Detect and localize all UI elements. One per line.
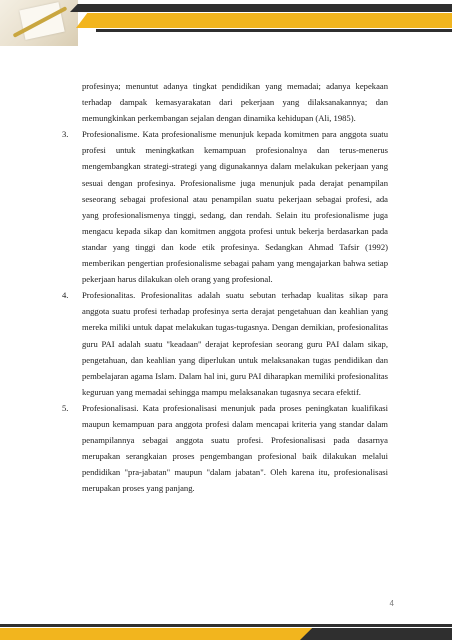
header-photo [0,0,78,46]
page-content [62,78,388,496]
list-number: 5. [62,402,69,413]
header-stripe-thin [96,29,452,32]
list-item-text: Profesionalisme. Kata profesionalisme menunjuk kepada komitmen para anggota suatu profesi untuk meningkatkan kemampuan profesionalnya dan terus-menerus mengembangkan strategi-strategi yang digunakannya dalam melakukan pekerjaan yang sesuai dengan profesinya. Profesionalisme juga menunjuk pada derajat penampilan seseorang sebagai profesional atau penampilan suatu pekerjaan sebagai profesi, ada yang profesionalismenya tinggi, sedang, dan rendah. Selain itu profesionalisme juga mengacu kepada sikap dan komitmen anggota profesi untuk bekerja berdasarkan pada standar yang tinggi dan kode etik profesinya. Sedangkan Ahmad Tafsir (1992) memberikan pengertian profesionalisme sebagai paham yang mengajarkan bahwa setiap pekerjaan harus dilakukan oleh orang yang profesional. [82,129,388,285]
footer-stripe-dark [0,624,452,627]
list-item-text: Profesionalisasi. Kata profesionalisasi menunjuk pada proses peningkatan kualifikasi maupun kemampuan para anggota profesi dalam mencapai kriteria yang standar dalam penampilannya sebagai anggota suatu profesi. Profesionalisasi pada dasarnya merupakan serangkaian proses pengembangan profesional baik dilakukan melalui pendidikan "pra-jabatan" maupun "dalam jabatan". Oleh karena itu, profesionalisasi merupakan proses yang panjang. [82,402,388,494]
page-number: 4 [389,599,394,608]
footer-bar [0,624,452,640]
list-item [62,287,388,400]
list-number: 3. [62,129,69,140]
footer-stripe-accent [300,628,452,640]
list-item [62,400,388,497]
list-item [62,126,388,287]
header-stripe-gold [76,13,452,28]
list-number: 4. [62,290,69,301]
header-stripe-dark [70,4,452,12]
intro-paragraph: profesinya; menuntut adanya tingkat pendidikan yang memadai; adanya kepekaan terhadap dampak kemasyarakatan dari pekerjaan yang dilaksanakannya; dan memungkinkan perkembangan sejalan dengan dinamika kehidupan (Ali, 1985). [82,81,388,124]
list-item-text: Profesionalitas. Profesionalitas adalah suatu sebutan terhadap kualitas sikap para anggota suatu profesi terhadap profesinya serta derajat pengetahuan dan keahlian yang mereka miliki untuk dapat melakukan tugas-tugasnya. Dengan demikian, profesionalitas guru PAI adalah suatu "keadaan" derajat keprofesian seorang guru PAI dalam sikap, pengetahuan, dan keahlian yang diperlukan untuk melaksanakan tugas pendidikan dan pembelajaran agama Islam. Dalam hal ini, guru PAI diharapkan memiliki profesionalitas keguruan yang memadai sehingga mampu melaksanakan tugasnya secara efektif. [82,290,388,397]
